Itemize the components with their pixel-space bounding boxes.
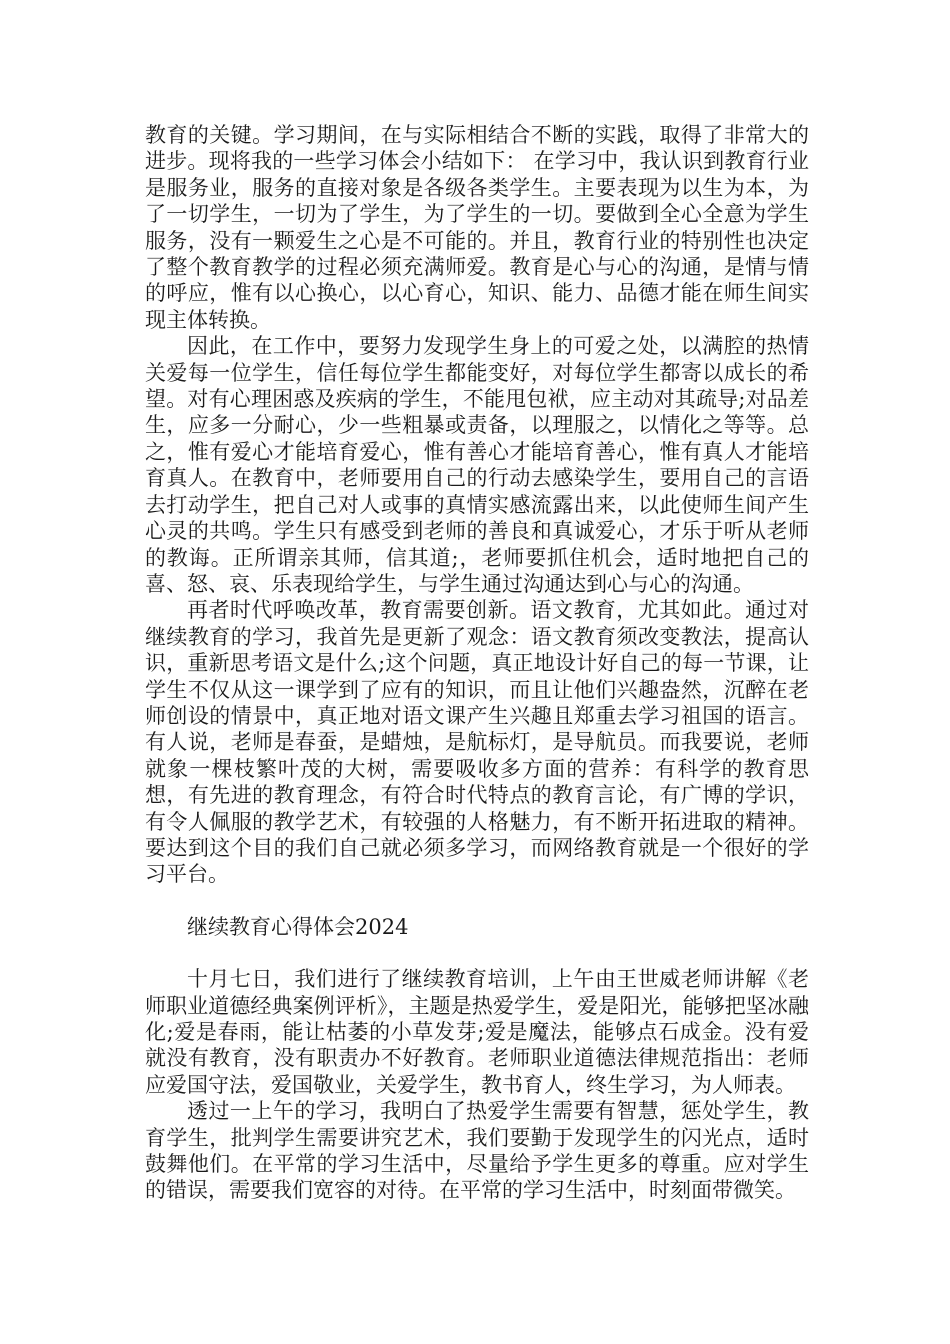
paragraph: 因此，在工作中，要努力发现学生身上的可爱之处，以满腔的热情关爱每一位学生，信任每位学生都能变好，对每位学生都寄以成长的希望。对有心理困惑及疾病的学生，不能甩包袱，应主动对其疏导;对品差生，应多一分耐心，少一些粗暴或责备，以理服之，以情化之等等。总之，惟有爱心才能培育爱心，惟有善心才能培育善心，惟有真人才能培育真人。在教育中，老师要用自己的行动去感染学生，要用自己的言语去打动学生，把自己对人或事的真情实感流露出来，以此使师生间产生心灵的共鸣。学生只有感受到老师的善良和真诚爱心，才乐于听从老师的教诲。正所谓亲其师，信其道;，老师要抓住机会，适时地把自己的喜、怒、哀、乐表现给学生，与学生通过沟通达到心与心的沟通。 [145,334,809,596]
paragraph-continuation: 教育的关键。学习期间，在与实际相结合不断的实践，取得了非常大的进步。现将我的一些学习体会小结如下： 在学习中，我认识到教育行业是服务业，服务的直接对象是各级各类学生。主要表现为以生为本，为了一切学生，一切为了学生，为了学生的一切。要做到全心全意为学生服务，没有一颗爱生之心是不可能的。并且，教育行业的特别性也决定了整个教育教学的过程必须充满师爱。教育是心与心的沟通，是情与情的呼应，惟有以心换心，以心育心，知识、能力、品德才能在师生间实现主体转换。 [145,123,809,332]
paragraph: 透过一上午的学习，我明白了热爱学生需要有智慧，惩处学生，教育学生，批判学生需要讲究艺术，我们要勤于发现学生的闪光点，适时鼓舞他们。在平常的学习生活中，尽量给予学生更多的尊重。应对学生的错误，需要我们宽容的对待。在平常的学习生活中，时刻面带微笑。 [145,1099,809,1203]
section-title: 继续教育心得体会2024 [187,914,409,939]
document-body [145,122,809,1204]
paragraph: 再者时代呼唤改革，教育需要创新。语文教育，尤其如此。通过对继续教育的学习，我首先是更新了观念：语文教育须改变教法，提高认识，重新思考语文是什么;这个问题，真正地设计好自己的每一节课，让学生不仅从这一课学到了应有的知识，而且让他们兴趣盎然，沉醉在老师创设的情景中，真正地对语文课产生兴趣且郑重去学习祖国的语言。有人说，老师是春蚕，是蜡烛，是航标灯，是导航员。而我要说，老师就象一棵枝繁叶茂的大树，需要吸收多方面的营养：有科学的教育思想，有先进的教育理念，有符合时代特点的教育言论，有广博的学识，有令人佩服的教学艺术，有较强的人格魅力，有不断开拓进取的精神。要达到这个目的我们自己就必须多学习，而网络教育就是一个很好的学习平台。 [145,598,809,887]
paragraph: 十月七日，我们进行了继续教育培训，上午由王世威老师讲解《老师职业道德经典案例评析》，主题是热爱学生，爱是阳光，能够把坚冰融化;爱是春雨，能让枯萎的小草发芽;爱是魔法，能够点石成金。没有爱就没有教育，没有职责办不好教育。老师职业道德法律规范指出：老师应爱国守法，爱国敬业，关爱学生，教书育人，终生学习，为人师表。 [145,967,809,1097]
